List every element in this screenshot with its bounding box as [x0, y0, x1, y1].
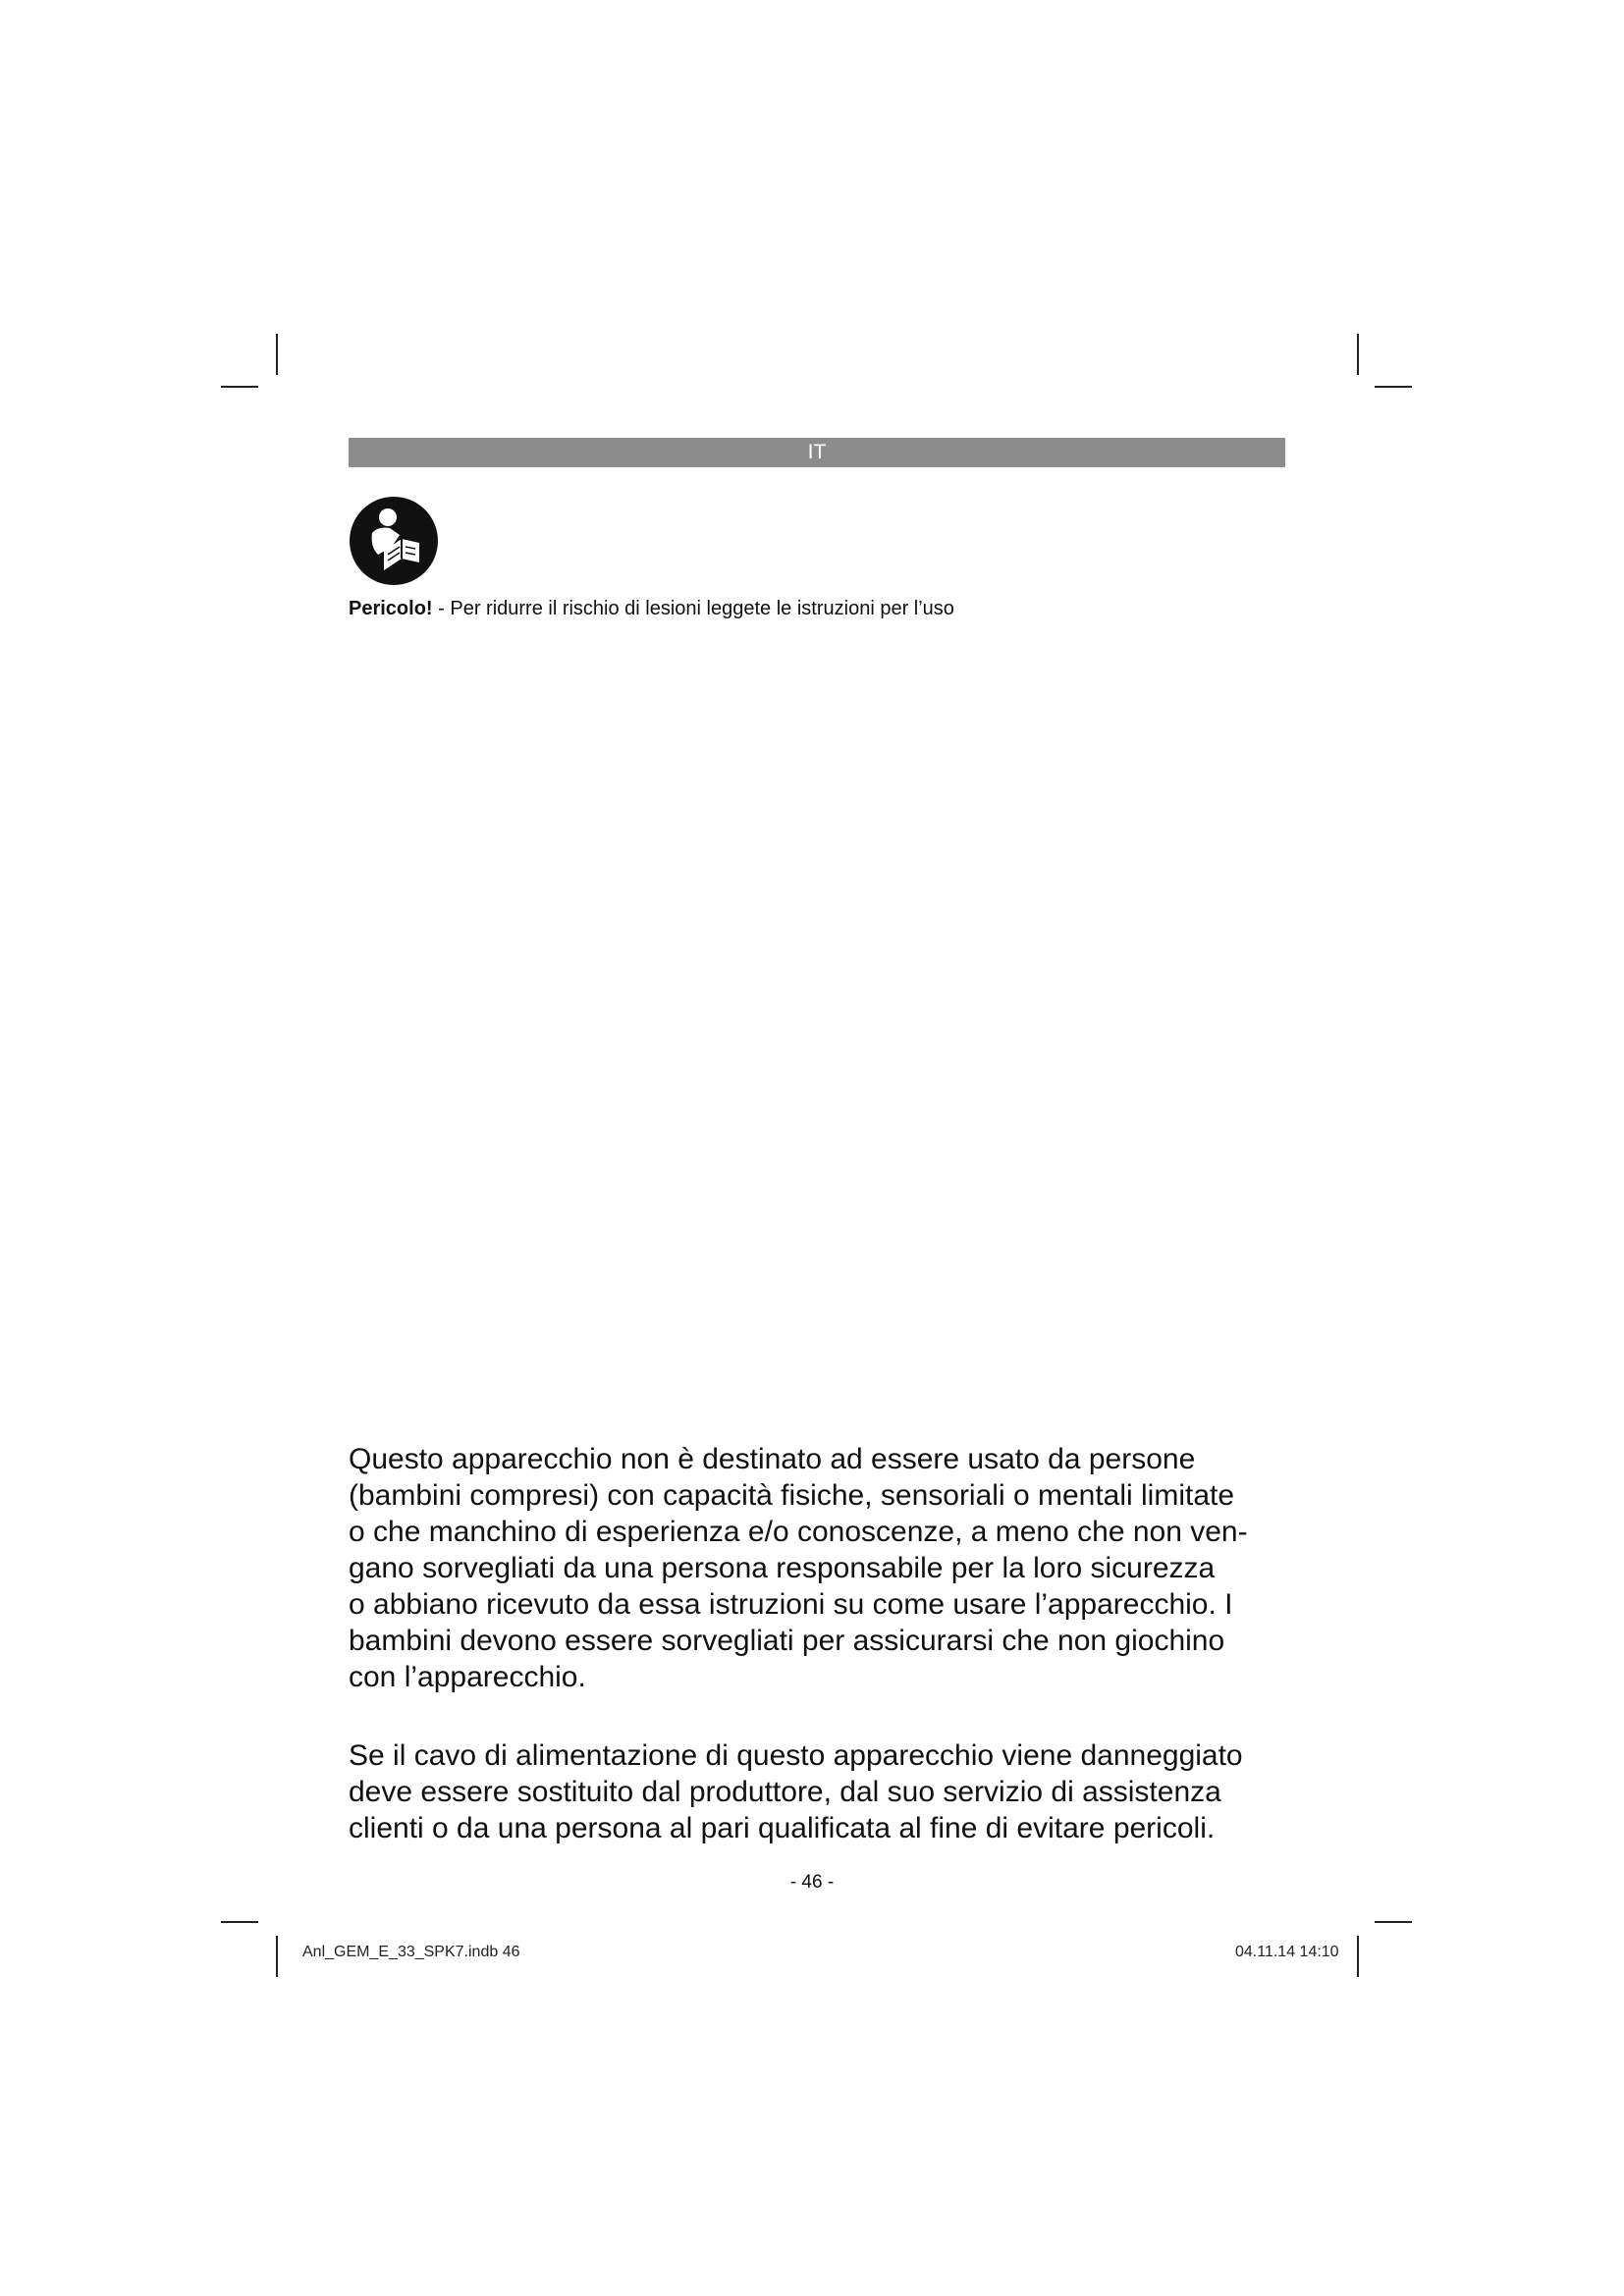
crop-mark — [221, 386, 258, 388]
crop-mark — [1375, 1921, 1412, 1923]
paragraph-line: deve essere sostituito dal produttore, dal suo servizio di assistenza — [349, 1776, 1221, 1808]
crop-mark — [1357, 334, 1359, 375]
warning-message: - Per ridurre il rischio di lesioni leggete le istruzioni per l’uso — [432, 598, 954, 619]
paragraph-line: Questo apparecchio non è destinato ad essere usato da persone — [349, 1443, 1196, 1475]
crop-mark — [276, 1936, 278, 1977]
warning-title: Pericolo! — [349, 598, 433, 619]
language-header-bar — [349, 438, 1285, 467]
paragraph-supervision — [349, 1441, 1291, 1695]
paragraph-line: gano sorvegliati da una persona responsabile per la loro sicurezza — [349, 1552, 1216, 1584]
paragraph-line: Se il cavo di alimentazione di questo apparecchio viene danneggiato — [349, 1739, 1243, 1772]
crop-mark — [276, 334, 278, 375]
warning-text — [349, 596, 954, 621]
crop-mark — [1375, 386, 1412, 388]
print-slug-file: Anl_GEM_E_33_SPK7.indb 46 — [302, 1944, 520, 1960]
paragraph-power-cable — [349, 1737, 1291, 1846]
page-number: - 46 - — [789, 1872, 835, 1893]
read-manual-icon — [349, 496, 439, 586]
paragraph-line: con l’apparecchio. — [349, 1661, 586, 1693]
paragraph-line: o abbiano ricevuto da essa istruzioni su come usare l’apparecchio. I — [349, 1588, 1233, 1621]
crop-mark — [1357, 1936, 1359, 1977]
paragraph-line: (bambini compresi) con capacità fisiche, sensoriali o mentali limitate — [349, 1479, 1235, 1512]
paragraph-line: o che manchino di esperienza e/o conoscenze, a meno che non ven- — [349, 1516, 1248, 1548]
paragraph-line: bambini devono essere sorvegliati per assicurarsi che non giochino — [349, 1625, 1225, 1657]
language-code: IT — [807, 441, 827, 463]
paragraph-line: clienti o da una persona al pari qualificata al fine di evitare pericoli. — [349, 1812, 1216, 1844]
crop-mark — [221, 1921, 258, 1923]
print-slug-timestamp: 04.11.14 14:10 — [1235, 1944, 1339, 1960]
